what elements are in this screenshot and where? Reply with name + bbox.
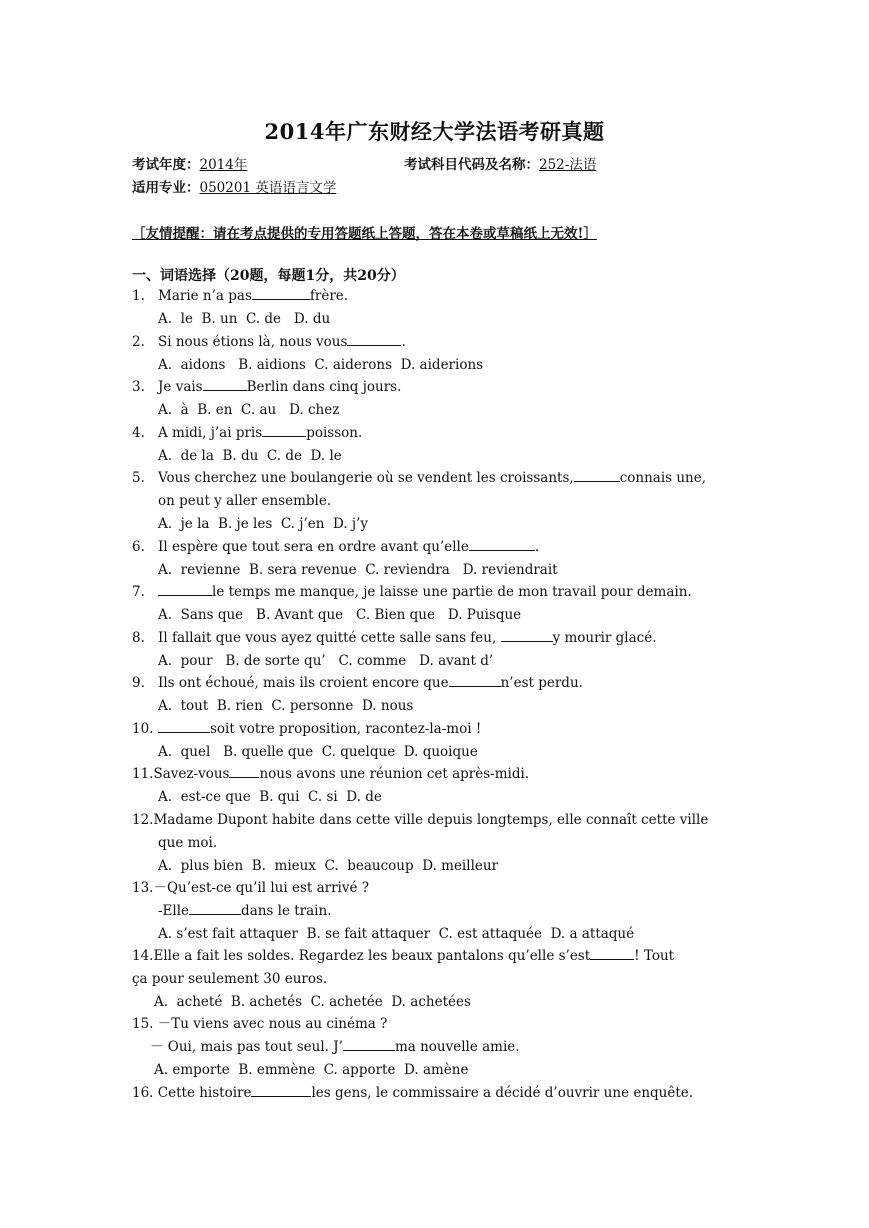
answer-options: A. quel B. quelle que C. quelque D. quoique	[158, 744, 478, 760]
page-title: 2014年广东财经大学法语考研真题	[264, 119, 605, 144]
answer-blank	[189, 900, 241, 915]
answer-blank	[449, 672, 501, 687]
answer-blank	[590, 945, 634, 960]
question-text: .	[401, 334, 406, 350]
question-1	[132, 285, 742, 331]
question-9	[132, 672, 742, 718]
exam-subject-value: 252-法语	[539, 157, 597, 173]
exam-year-value: 2014年	[199, 157, 248, 173]
answer-blank	[252, 285, 310, 300]
question-text: ! Tout	[634, 948, 675, 964]
question-text: dans le train.	[241, 903, 332, 919]
question-text: .	[534, 539, 540, 555]
exam-major-value: 050201 英语语言文学	[199, 180, 337, 196]
question-5	[132, 467, 742, 536]
question-text: Il fallait que vous ayez quitté cette salle sans feu,	[158, 630, 501, 646]
question-text-continued: ça pour seulement 30 euros.	[132, 971, 328, 987]
answer-blank	[251, 1082, 311, 1097]
answer-options: A. est-ce que B. qui C. si D. de	[158, 789, 382, 805]
exam-major	[132, 176, 336, 196]
question-text: Berlin dans cinq jours.	[246, 379, 402, 395]
question-number: 5.	[132, 470, 145, 486]
answer-options: A. Sans que B. Avant que C. Bien que D. Puisque	[158, 607, 522, 623]
question-6	[132, 536, 742, 582]
question-text: －Tu viens avec nous au cinéma ?	[153, 1016, 388, 1032]
answer-options: A. s’est fait attaquer B. se fait attaquer C. est attaquée D. a attaqué	[158, 926, 635, 942]
exam-subject-label: 考试科目代码及名称：	[404, 157, 539, 173]
question-12	[132, 809, 742, 878]
question-11	[132, 763, 742, 809]
notice: ［友情提醒：请在考点提供的专用答题纸上答题，答在本卷或草稿纸上无效!］	[132, 226, 597, 242]
answer-blank	[229, 763, 259, 778]
question-number: 15.	[132, 1016, 154, 1032]
question-number: 9.	[132, 675, 145, 691]
question-text: les gens, le commissaire a décidé d’ouvrir une enquête.	[311, 1085, 694, 1101]
answer-options: A. de la B. du C. de D. le	[158, 448, 342, 464]
question-text: －Qu’est-ce qu’il lui est arrivé ?	[153, 880, 370, 896]
question-number: 14.	[132, 948, 154, 964]
question-14	[132, 945, 742, 1014]
exam-major-label: 适用专业：	[132, 180, 200, 196]
question-text-continued: que moi.	[158, 835, 218, 851]
answer-options: A. aidons B. aidions C. aiderons D. aiderions	[158, 357, 484, 373]
answer-blank	[469, 536, 535, 551]
question-text: Ils ont échoué, mais ils croient encore que	[158, 675, 449, 691]
answer-options: A. je la B. je les C. j’en D. j’y	[158, 516, 369, 532]
answer-blank	[158, 718, 210, 733]
exam-subject	[404, 153, 596, 173]
question-text: le temps me manque, je laisse une partie de mon travail pour demain.	[212, 584, 692, 600]
question-number: 10.	[132, 721, 154, 737]
answer-options: A. à B. en C. au D. chez	[158, 402, 340, 418]
question-number: 6.	[132, 539, 145, 555]
question-7	[132, 581, 742, 627]
question-text: soit votre proposition, racontez-la-moi !	[210, 721, 482, 737]
question-text: y mourir glacé.	[552, 630, 657, 646]
question-10	[132, 718, 742, 764]
question-16	[132, 1082, 742, 1105]
question-text: Si nous étions là, nous vous	[158, 334, 348, 350]
answer-options: A. tout B. rien C. personne D. nous	[158, 698, 414, 714]
question-text: A midi, j’ai pris	[158, 425, 263, 441]
answer-options: A. emporte B. emmène C. apporte D. amène	[154, 1062, 469, 1078]
question-text: Elle a fait les soldes. Regardez les beaux pantalons qu’elle s’est	[153, 948, 591, 964]
question-text: － Oui, mais pas tout seul. J’	[150, 1039, 343, 1055]
question-number: 7.	[132, 584, 145, 600]
question-text: Il espère que tout sera en ordre avant qu’elle	[158, 539, 469, 555]
answer-blank	[158, 581, 212, 596]
question-number: 11.	[132, 766, 154, 782]
answer-blank	[574, 467, 620, 482]
question-number: 12.	[132, 812, 154, 828]
answer-options: A. plus bien B. mieux C. beaucoup D. meilleur	[158, 858, 499, 874]
answer-blank	[203, 376, 247, 391]
question-text: Savez-vous	[153, 766, 230, 782]
question-number: 2.	[132, 334, 145, 350]
question-text-continued: on peut y aller ensemble.	[158, 493, 332, 509]
question-text: nous avons une réunion cet après-midi.	[259, 766, 530, 782]
answer-options: A. pour B. de sorte qu’ C. comme D. avant d’	[158, 653, 494, 669]
exam-year	[132, 153, 247, 173]
answer-blank	[501, 627, 553, 642]
question-text: -Elle	[158, 903, 190, 919]
question-number: 13.	[132, 880, 154, 896]
answer-blank	[262, 422, 306, 437]
question-15	[132, 1013, 742, 1082]
question-13	[132, 877, 742, 946]
question-4	[132, 422, 742, 468]
answer-blank	[347, 331, 401, 346]
section-heading: 一、词语选择（20题，每题1分，共20分）	[132, 268, 405, 284]
exam-year-label: 考试年度：	[132, 157, 200, 173]
question-2	[132, 331, 742, 377]
question-number: 4.	[132, 425, 145, 441]
question-text: Je vais	[158, 379, 203, 395]
question-text: connais une,	[619, 470, 707, 486]
answer-blank	[343, 1036, 395, 1051]
question-8	[132, 627, 742, 673]
question-number: 1.	[132, 288, 145, 304]
answer-options: A. le B. un C. de D. du	[158, 311, 331, 327]
answer-options: A. acheté B. achetés C. achetée D. achetées	[154, 994, 471, 1010]
question-text: n’est perdu.	[500, 675, 583, 691]
question-number: 8.	[132, 630, 145, 646]
question-3	[132, 376, 742, 422]
question-text: Marie n’a pas	[158, 288, 252, 304]
question-text: frère.	[309, 288, 349, 304]
question-text: Madame Dupont habite dans cette ville depuis longtemps, elle connaît cette ville	[153, 812, 709, 828]
answer-options: A. revienne B. sera revenue C. reviendra D. reviendrait	[158, 562, 558, 578]
question-text: Cette histoire	[157, 1085, 252, 1101]
question-text: poisson.	[306, 425, 363, 441]
question-text: Vous cherchez une boulangerie où se vendent les croissants,	[158, 470, 574, 486]
question-number: 3.	[132, 379, 145, 395]
question-text: ma nouvelle amie.	[394, 1039, 520, 1055]
question-number: 16.	[132, 1085, 154, 1101]
